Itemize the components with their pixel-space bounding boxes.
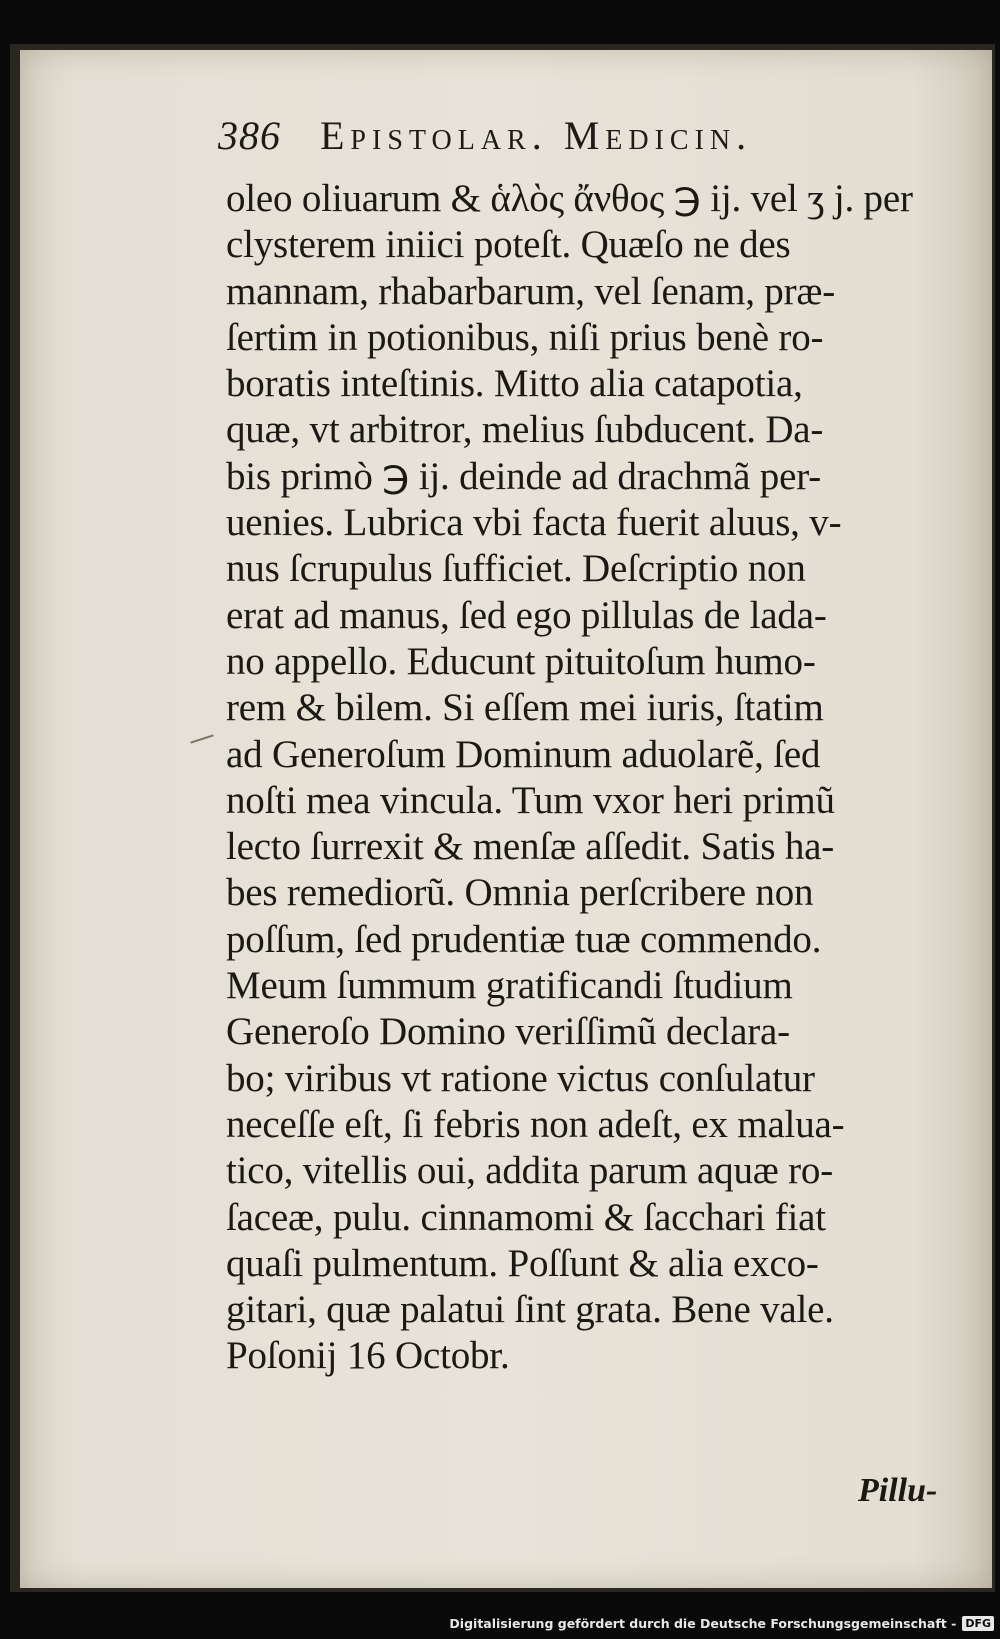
- text-line: neceſſe eſt, ſi febris non adeſt, ex malua-: [226, 1102, 845, 1146]
- text-line: mannam, rhabarbarum, vel ſenam, præ-: [226, 269, 835, 313]
- text-line: poſſum, ſed prudentiæ tuæ commendo.: [226, 917, 822, 961]
- text-line: quaſi pulmentum. Poſſunt & alia exco-: [226, 1241, 819, 1285]
- text-line: ad Generoſum Dominum aduolarẽ, ſed: [226, 732, 821, 776]
- text-body: [226, 176, 946, 1380]
- text-line: rem & bilem. Si eſſem mei iuris, ſtatim: [226, 686, 824, 730]
- text-line: Generoſo Domino veriſſimũ declara-: [226, 1010, 790, 1054]
- text-line: Meum ſummum gratificandi ſtudium: [226, 964, 793, 1008]
- text-line: boratis inteſtinis. Mitto alia catapotia,: [226, 362, 803, 406]
- text-line: bo; viribus vt ratione victus conſulatur: [226, 1056, 815, 1100]
- text-line: Poſonij 16 Octobr.: [226, 1334, 510, 1378]
- text-line: clysterem iniici poteſt. Quæſo ne des: [226, 223, 791, 267]
- credit-text: Digitalisierung gefördert durch die Deutsche Forschungsgemeinschaft -: [449, 1615, 957, 1631]
- page-number: 386: [218, 113, 281, 158]
- dfg-logo: DFG: [962, 1616, 994, 1631]
- text-line: nus ſcrupulus ſufficiet. Deſcriptio non: [226, 547, 806, 591]
- text-line: erat ad manus, ſed ego pillulas de lada-: [226, 593, 827, 637]
- text-line: ſaceæ, pulu. cinnamomi & ſacchari fiat: [226, 1195, 826, 1239]
- text-line: bis primò ℈ ij. deinde ad drachmã per-: [226, 454, 821, 498]
- text-line: oleo oliuarum & ἁλὸς ἄνθος ℈ ij. vel ʒ j. per: [226, 177, 913, 220]
- page-header: [218, 112, 938, 168]
- text-line: no appello. Educunt pituitoſum humo-: [226, 639, 816, 683]
- text-line: bes remediorũ. Omnia perſcribere non: [226, 871, 814, 915]
- text-line: noſti mea vincula. Tum vxor heri primũ: [226, 778, 835, 822]
- text-line: lecto ſurrexit & menſæ aſſedit. Satis ha-: [226, 825, 835, 869]
- text-line: gitari, quæ palatui ſint grata. Bene vale.: [226, 1288, 834, 1332]
- catchword: Pillu-: [858, 1472, 938, 1509]
- text-line: tico, vitellis oui, addita parum aquæ ro-: [226, 1149, 834, 1193]
- text-line: ſertim in potionibus, niſi prius benè ro-: [226, 315, 824, 359]
- running-head: Epistolar. Medicin.: [320, 113, 753, 158]
- text-line: quæ, vt arbitror, melius ſubducent. Da-: [226, 408, 824, 452]
- digitization-credit: [449, 1611, 994, 1635]
- text-line: uenies. Lubrica vbi facta fuerit aluus, v-: [226, 501, 842, 545]
